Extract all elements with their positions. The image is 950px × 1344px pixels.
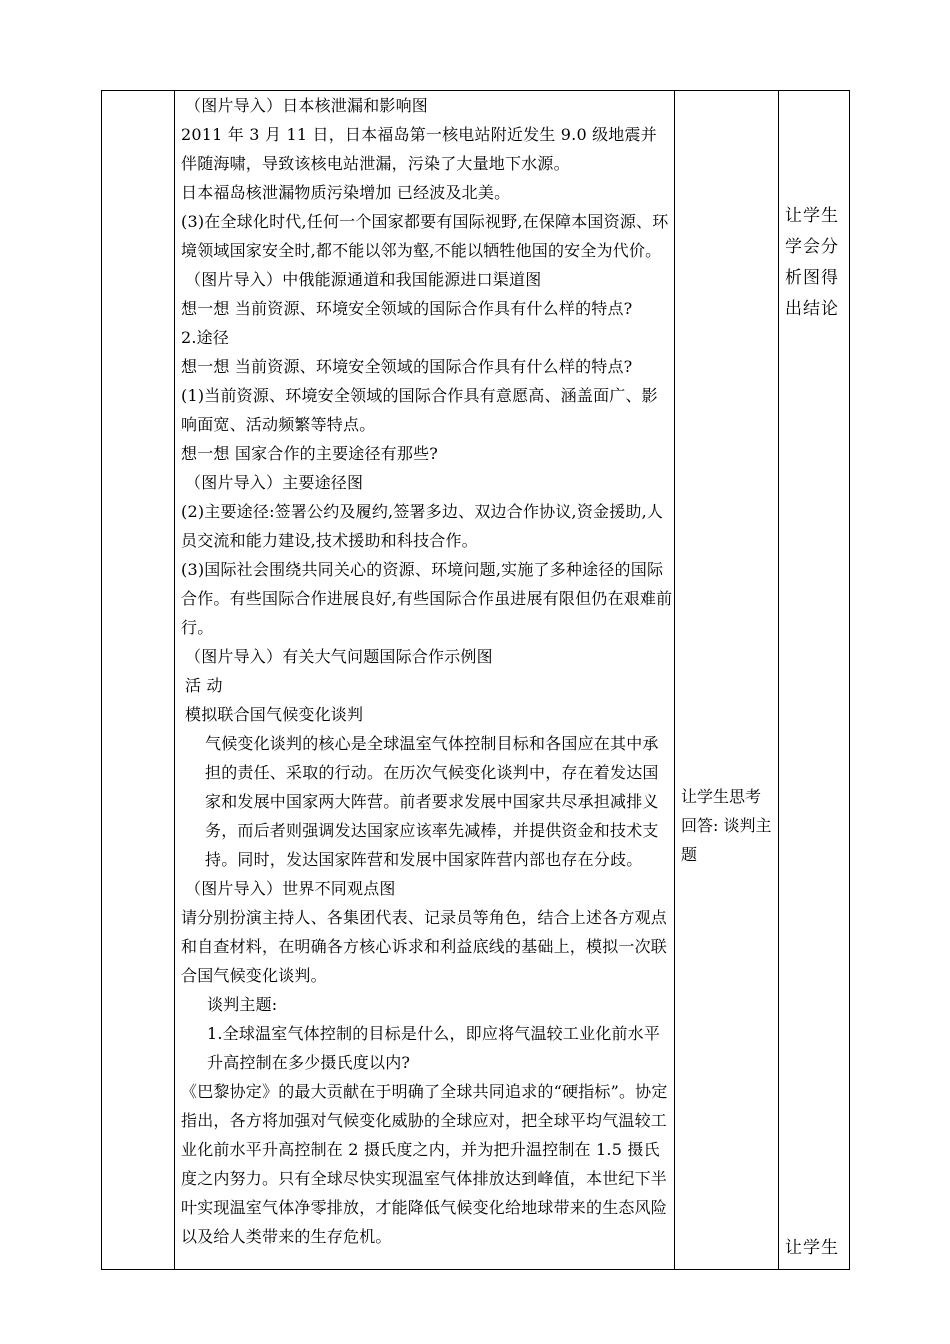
content-paragraph: 模拟联合国气候变化谈判 <box>185 705 364 724</box>
content-paragraph: (3)国际社会围绕共同关心的资源、环境问题,实施了多种途径的国际合作。有些国际合作进展良好,有些国际合作虽进展有限但仍在艰难前行。 <box>181 560 673 637</box>
content-paragraph: 2.途径 <box>181 328 230 347</box>
content-paragraph: 想一想 当前资源、环境安全领域的国际合作具有什么样的特点? <box>181 357 633 376</box>
content-paragraph: 1.全球温室气体控制的目标是什么，即应将气温较工业化前水平升高控制在多少摄氏度以内? <box>207 1024 661 1072</box>
content-paragraph: (3)在全球化时代,任何一个国家都要有国际视野,在保障本国资源、环境领域国家安全时,都不能以邻为壑,不能以牺牲他国的安全为代价。 <box>181 212 669 260</box>
content-paragraph: 想一想 当前资源、环境安全领域的国际合作具有什么样的特点? <box>181 299 633 318</box>
content-paragraph: （图片导入）日本核泄漏和影响图 <box>185 96 429 115</box>
content-paragraph: 想一想 国家合作的主要途径有那些? <box>181 444 439 463</box>
content-paragraph: （图片导入）中俄能源通道和我国能源进口渠道图 <box>185 270 542 289</box>
student-activity-cell: 让学生思考回答: 谈判主题 <box>681 787 772 864</box>
content-paragraph: 谈判主题: <box>207 995 278 1014</box>
content-paragraph: (2)主要途径:签署公约及履约,签署多边、双边合作协议,资金援助,人员交流和能力建设,技术援助和科技合作。 <box>181 502 664 550</box>
column-divider <box>778 91 779 1269</box>
content-paragraph: 《巴黎协定》的最大贡献在于明确了全球共同追求的“硬指标”。协定指出，各方将加强对气候变化威胁的全球应对，把全球平均气温较工业化前水平升高控制在 2 摄氏度之内，并为把升温控制在 1.5 摄氏度之内努力。只有全球尽快实现温室气体排放达到峰值，本世纪下半叶实现温室气体净零排放，才能降低气候变化给地球带来的生态风险以及给人类带来的生存危机。 <box>181 1082 668 1246</box>
content-paragraph: 气候变化谈判的核心是全球温室气体控制目标和各国应在其中承担的责任、采取的行动。在历次气候变化谈判中，存在着发达国家和发展中国家两大阵营。前者要求发展中国家共尽承担减排义务，而后者则强调发达国家应该率先减棒，并提供资金和技术支持。同时，发达国家阵营和发展中国家阵营内部也存在分歧。 <box>205 734 659 869</box>
content-paragraph: （图片导入）世界不同观点图 <box>185 879 396 898</box>
content-paragraph: 请分别扮演主持人、各集团代表、记录员等角色，结合上述各方观点和自查材料，在明确各方核心诉求和利益底线的基础上，模拟一次联合国气候变化谈判。 <box>181 908 668 985</box>
design-intent-cell-continued: 让学生 <box>785 1238 839 1258</box>
column-divider <box>174 91 175 1269</box>
teaching-content <box>181 91 673 1251</box>
column-divider <box>674 91 675 1269</box>
content-paragraph: （图片导入）有关大气问题国际合作示例图 <box>185 647 493 666</box>
content-paragraph: (1)当前资源、环境安全领域的国际合作具有意愿高、涵盖面广、影响面宽、活动频繁等特点。 <box>181 386 658 434</box>
content-paragraph: 日本福岛核泄漏物质污染增加 已经波及北美。 <box>181 183 511 202</box>
lesson-table <box>101 90 850 1270</box>
design-intent-cell: 让学生学会分析图得出结论 <box>785 206 839 319</box>
content-paragraph: 活 动 <box>185 676 223 695</box>
content-paragraph: 2011 年 3 月 11 日，日本福岛第一核电站附近发生 9.0 级地震并伴随海啸，导致该核电站泄漏，污染了大量地下水源。 <box>181 125 657 173</box>
content-paragraph: （图片导入）主要途径图 <box>185 473 364 492</box>
